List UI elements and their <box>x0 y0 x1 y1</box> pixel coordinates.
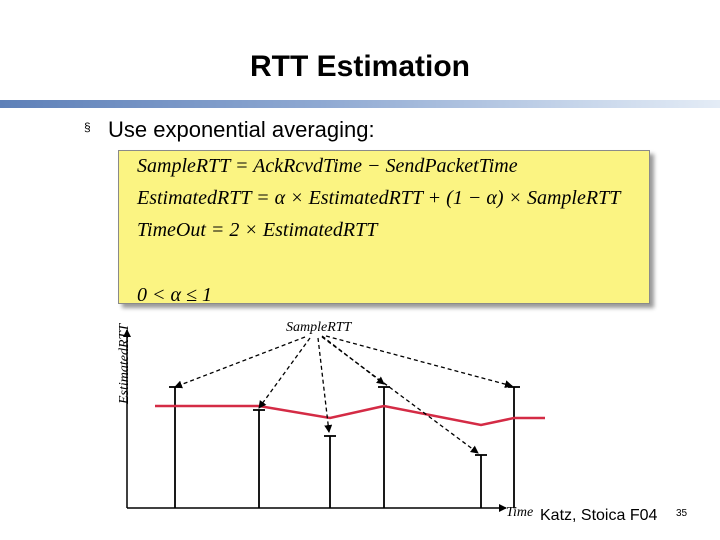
formula-timeout: TimeOut = 2 × EstimatedRTT <box>137 219 378 241</box>
formula-sample-rtt: SampleRTT = AckRcvdTime − SendPacketTime <box>137 155 518 177</box>
sample-pointer <box>175 337 305 387</box>
x-axis-label: Time <box>506 505 534 520</box>
sample-bar <box>324 436 336 508</box>
sample-pointer <box>259 338 310 408</box>
formula-alpha-range: 0 < α ≤ 1 <box>137 284 212 306</box>
slide-title: RTT Estimation <box>249 50 470 83</box>
page-number: 35 <box>676 508 688 519</box>
y-axis-label: EstimatedRTT <box>117 323 132 404</box>
sample-bar <box>508 387 520 508</box>
formula-estimated-rtt: EstimatedRTT = α × EstimatedRTT + (1 − α) × SampleRTT <box>137 187 621 209</box>
estimated-rtt-line <box>155 406 545 425</box>
bullet-text: Use exponential averaging: <box>108 117 375 142</box>
sample-bar <box>253 410 265 508</box>
bullet-marker: § <box>84 120 91 134</box>
sample-bar <box>475 455 487 508</box>
sample-pointer <box>326 336 512 386</box>
sample-pointer <box>322 337 478 453</box>
sample-rtt-label: SampleRTT <box>286 320 352 335</box>
footer-credit: Katz, Stoica F04 <box>540 507 658 524</box>
